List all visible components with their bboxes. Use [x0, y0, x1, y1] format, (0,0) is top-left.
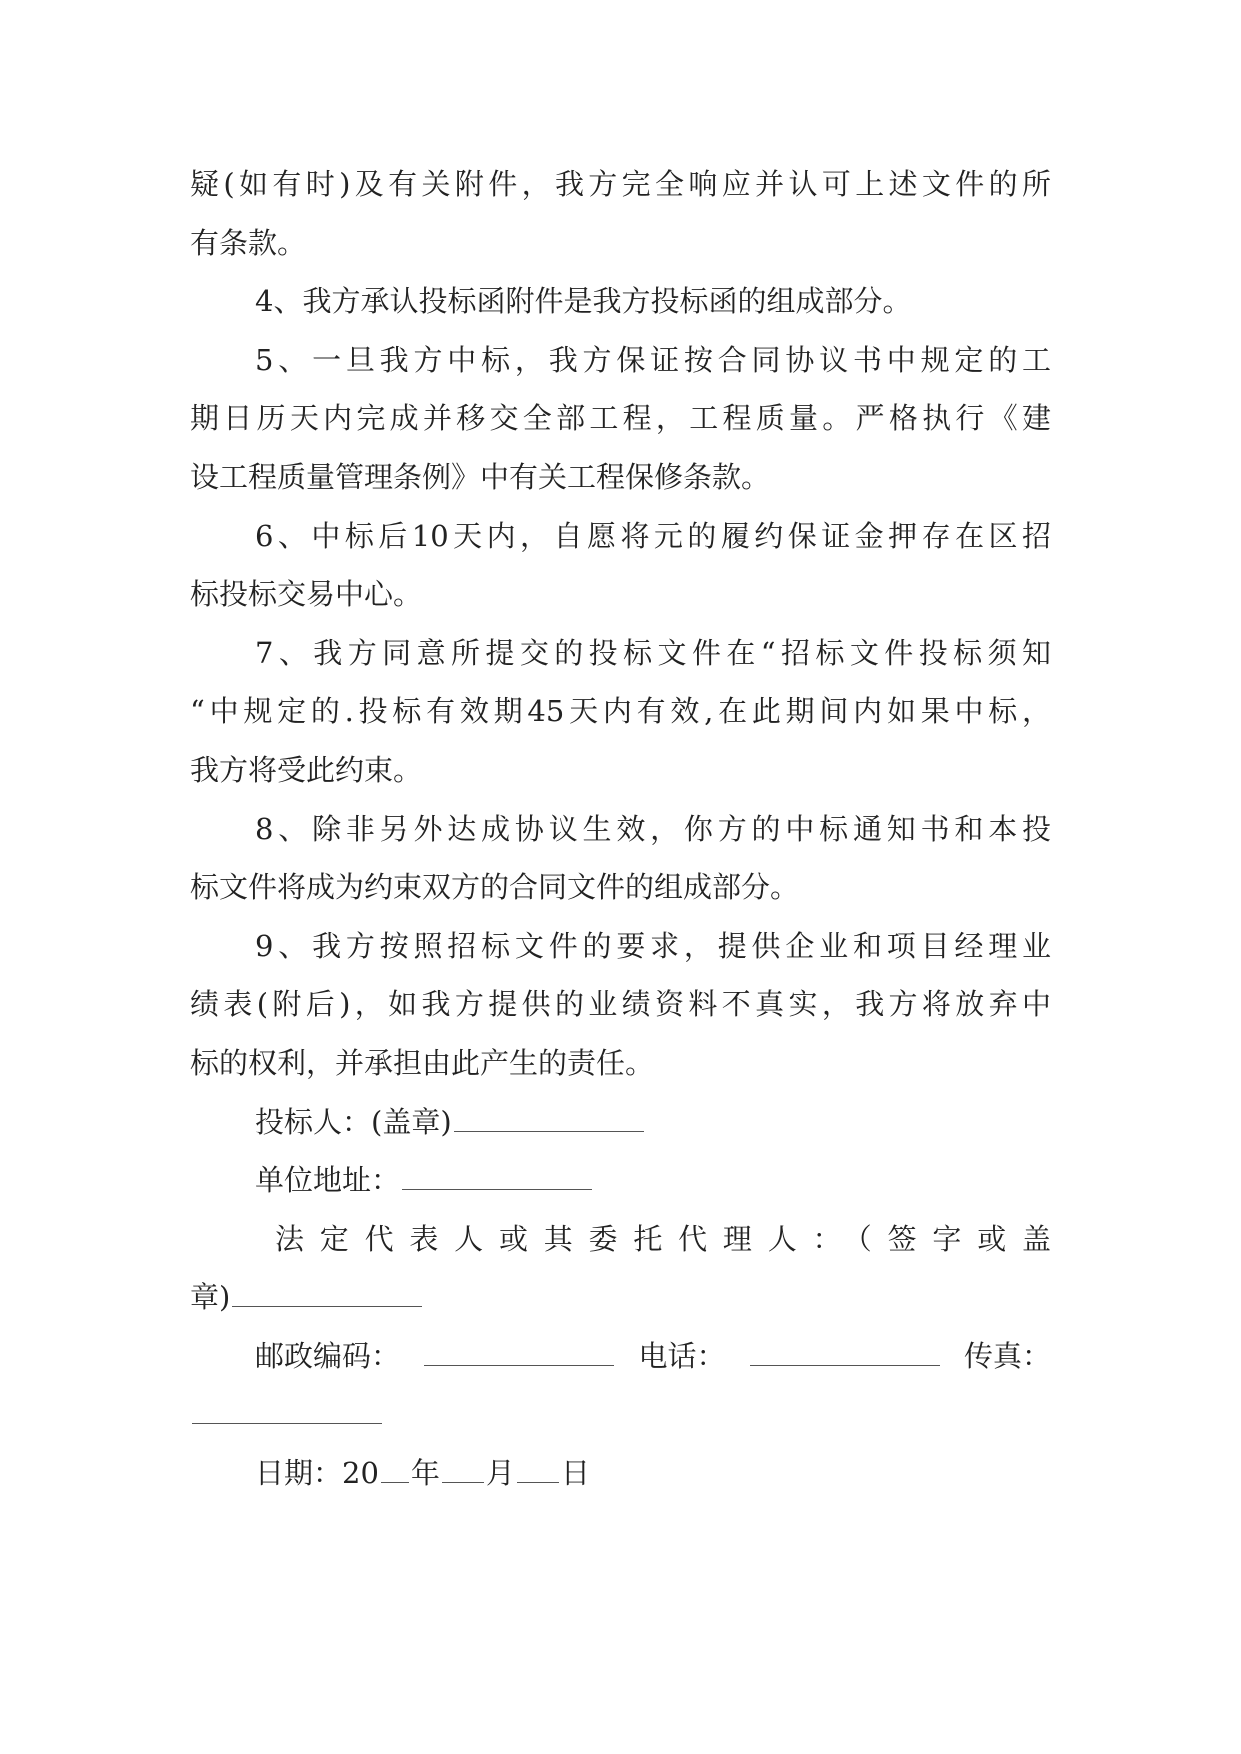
fax-label: 传真：	[963, 1338, 1051, 1373]
paragraph-line: 我方将受此约束。	[190, 752, 423, 787]
paragraph-line: 绩表(附后)，如我方提供的业绩资料不真实，我方将放弃中	[190, 987, 1051, 1022]
clause-7: 7、我方同意所提交的投标文件在“招标文件投标须知	[255, 635, 1051, 670]
paragraph-line: 疑(如有时)及有关附件，我方完全响应并认可上述文件的所	[190, 167, 1051, 201]
clause-5: 5、一旦我方中标，我方保证按合同协议书中规定的工	[255, 342, 1051, 377]
representative-blank[interactable]	[232, 1284, 422, 1307]
paragraph-line: 标文件将成为约束双方的合同文件的组成部分。	[190, 870, 800, 905]
address-row	[190, 1151, 1051, 1210]
postcode-blank[interactable]	[424, 1343, 614, 1366]
paragraph-line: “中规定的.投标有效期45天内有效,在此期间内如果中标，	[190, 694, 1051, 729]
phone-label: 电话：	[638, 1338, 726, 1373]
address-label: 单位地址：	[255, 1163, 401, 1198]
month-blank[interactable]	[442, 1460, 484, 1483]
representative-label-line2: 章)	[190, 1280, 231, 1315]
clause-9: 9、我方按照招标文件的要求，提供企业和项目经理业	[255, 928, 1051, 963]
date-label: 日期：20	[255, 1456, 379, 1491]
paragraph-line: 期日历天内完成并移交全部工程，工程质量。严格执行《建	[190, 401, 1051, 436]
phone-blank[interactable]	[750, 1343, 940, 1366]
fax-row	[190, 1385, 1051, 1444]
clause-4: 4、我方承认投标函附件是我方投标函的组成部分。	[255, 284, 912, 319]
representative-row	[190, 1268, 1051, 1327]
address-blank[interactable]	[402, 1167, 592, 1190]
clause-8: 8、除非另外达成协议生效，你方的中标通知书和本投	[255, 811, 1051, 846]
representative-label-line1: 法定代表人或其委托代理人：（签字或盖	[275, 1221, 1051, 1256]
clause-6: 6、中标后10天内，自愿将元的履约保证金押存在区招	[255, 518, 1051, 553]
fax-blank[interactable]	[192, 1401, 382, 1424]
paragraph-line: 有条款。	[190, 225, 307, 260]
paragraph-line: 标投标交易中心。	[190, 577, 423, 612]
contact-row	[190, 1327, 1051, 1386]
bidder-label: 投标人：(盖章)	[255, 1104, 452, 1139]
bidder-row	[190, 1093, 1051, 1152]
document-page	[190, 155, 1051, 1503]
year-label: 年	[410, 1456, 440, 1491]
paragraph-line: 标的权利，并承担由此产生的责任。	[190, 1045, 655, 1080]
paragraph-line: 设工程质量管理条例》中有关工程保修条款。	[190, 459, 771, 494]
postcode-label: 邮政编码：	[255, 1338, 401, 1373]
date-row	[190, 1444, 1051, 1503]
bidder-blank[interactable]	[454, 1109, 644, 1132]
day-label: 日	[560, 1456, 590, 1491]
year-blank[interactable]	[381, 1460, 409, 1483]
month-label: 月	[485, 1456, 515, 1491]
day-blank[interactable]	[517, 1460, 559, 1483]
